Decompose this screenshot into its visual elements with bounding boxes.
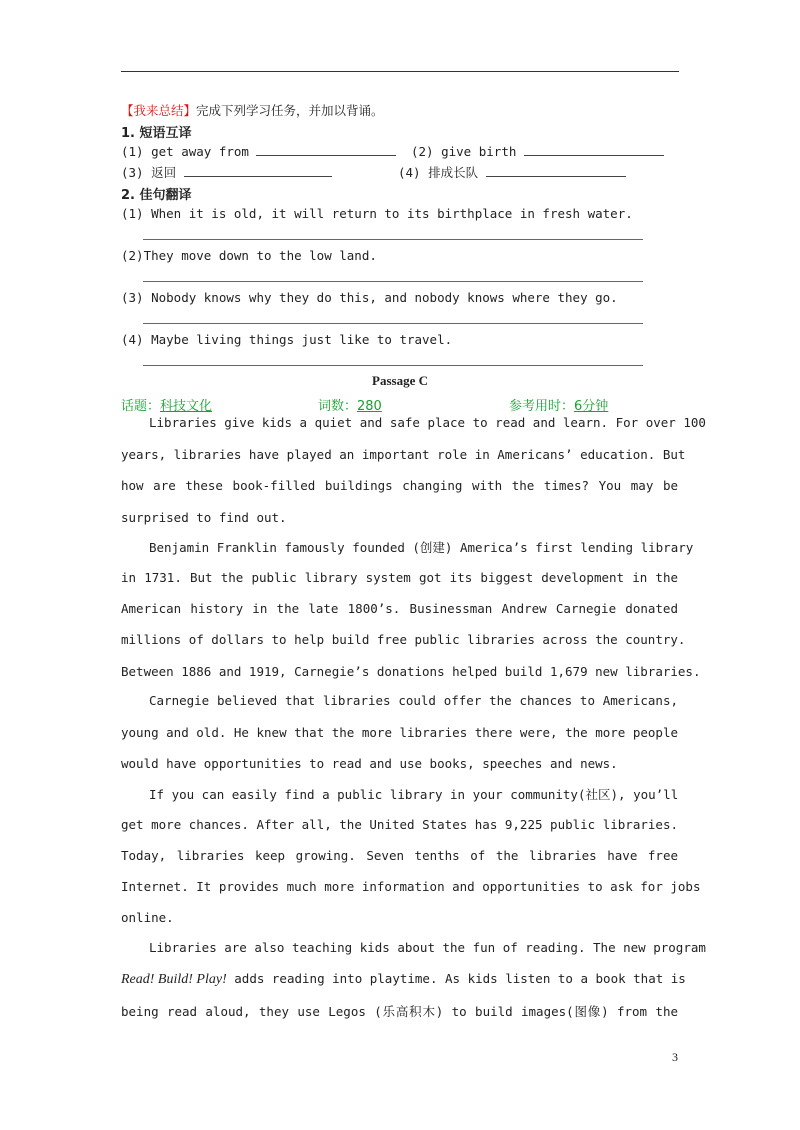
phrase-text: 排成长队 [428, 165, 479, 180]
summary-label: 【我来总结】 [121, 103, 197, 118]
passage-line: If you can easily find a public library in your community(社区), you’ll [149, 787, 679, 802]
passage-line: in 1731. But the public library system got its biggest development in the [121, 570, 678, 585]
passage-line: Benjamin Franklin famously founded (创建) America’s first lending library [149, 540, 694, 555]
passage-line: online. [121, 910, 174, 925]
passage-time [509, 395, 608, 414]
words-label: 词数： [318, 399, 358, 414]
translation-answer-line[interactable] [143, 281, 643, 282]
header-rule [121, 71, 679, 72]
passage-line: Carnegie believed that libraries could offer the chances to Americans, [149, 693, 678, 708]
passage-line-rest: adds reading into playtime. As kids listen to a book that is [234, 971, 686, 986]
translation-answer-line[interactable] [143, 239, 643, 240]
passage-title: Passage C [372, 373, 428, 388]
passage-line: Today, libraries keep growing. Seven tenths of the libraries have free [121, 848, 678, 863]
answer-blank[interactable] [524, 143, 664, 156]
passage-line: Between 1886 and 1919, Carnegie’s donations helped build 1,679 new libraries. [121, 664, 701, 679]
sentence-item-3: (3) Nobody knows why they do this, and nobody knows where they go. [121, 290, 618, 305]
passage-line: young and old. He knew that the more libraries there were, the more people [121, 725, 678, 740]
passage-line: would have opportunities to read and use books, speeches and news. [121, 756, 618, 771]
phrase-text: get away from [151, 144, 249, 159]
topic-value: 科技文化 [160, 399, 213, 414]
passage-line: American history in the late 1800’s. Businessman Andrew Carnegie donated [121, 601, 678, 616]
time-label: 参考用时： [509, 399, 575, 414]
phrase-item-4 [398, 163, 626, 181]
sentence-item-4: (4) Maybe living things just like to travel. [121, 332, 453, 347]
passage-line-with-program [121, 971, 686, 988]
passage-line: get more chances. After all, the United States has 9,225 public libraries. [121, 817, 678, 832]
passage-line: Libraries are also teaching kids about the fun of reading. The new program [149, 940, 706, 955]
passage-line: millions of dollars to help build free public libraries across the country. [121, 632, 686, 647]
topic-label: 话题： [121, 399, 161, 414]
section1-heading: 1. 短语互译 [121, 126, 192, 141]
passage-line: how are these book-filled buildings changing with the times? You may be [121, 478, 678, 493]
passage-line: Libraries give kids a quiet and safe place to read and learn. For over 100 [149, 415, 706, 430]
passage-line: Internet. It provides much more information and opportunities to ask for jobs [121, 879, 701, 894]
phrase-item-1 [121, 143, 396, 159]
translation-answer-line[interactable] [143, 323, 643, 324]
translation-answer-line[interactable] [143, 365, 643, 366]
section2-heading: 2. 佳句翻译 [121, 188, 192, 203]
phrase-item-3 [121, 163, 332, 181]
answer-blank[interactable] [256, 143, 396, 156]
answer-blank[interactable] [486, 164, 626, 177]
passage-line: surprised to find out. [121, 510, 287, 525]
summary-instruction: 完成下列学习任务，并加以背诵。 [196, 103, 384, 118]
sentence-item-1: (1) When it is old, it will return to its birthplace in fresh water. [121, 206, 633, 221]
phrase-num: (2) [411, 144, 434, 159]
phrase-num: (4) [398, 165, 421, 180]
words-value: 280 [357, 399, 382, 414]
time-value: 6分钟 [574, 399, 609, 414]
phrase-text: 返回 [151, 165, 177, 180]
page-number: 3 [672, 1050, 678, 1064]
sentence-item-2: (2)They move down to the low land. [121, 248, 377, 263]
phrase-text: give birth [441, 144, 517, 159]
program-name: Read! Build! Play! [121, 972, 227, 987]
answer-blank[interactable] [184, 164, 332, 177]
passage-line: being read aloud, they use Legos (乐高积木) to build images(图像) from the [121, 1004, 678, 1019]
summary-line [121, 101, 384, 119]
phrase-item-2 [411, 143, 664, 159]
passage-line: years, libraries have played an important role in Americans’ education. But [121, 447, 686, 462]
passage-word-count [318, 395, 382, 414]
phrase-num: (3) [121, 165, 144, 180]
passage-topic [121, 395, 212, 414]
phrase-num: (1) [121, 144, 144, 159]
